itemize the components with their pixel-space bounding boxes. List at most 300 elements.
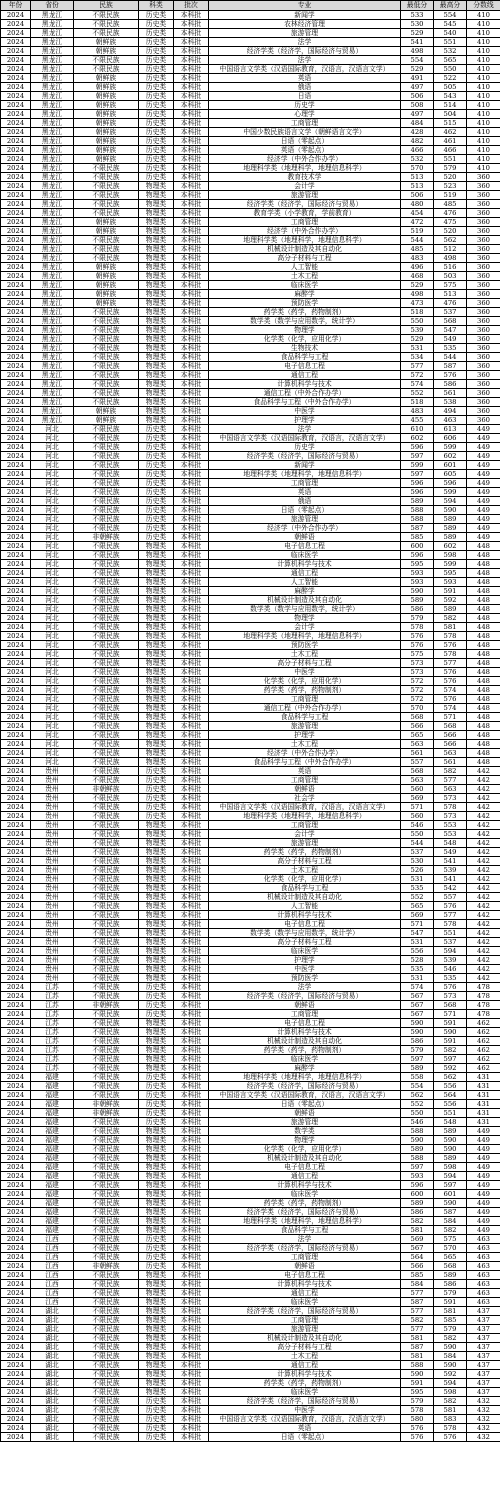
cell-year: 2024 <box>1 776 31 785</box>
header-year: 年份 <box>1 1 31 11</box>
cell-max-score: 466 <box>434 146 467 155</box>
cell-min-score: 531 <box>401 938 434 947</box>
cell-subject-type: 历史类 <box>139 1235 174 1244</box>
cell-min-score: 577 <box>401 1307 434 1316</box>
cell-major: 中国语言文学类（汉语国际教育，汉语言，汉语言文学） <box>209 1415 401 1424</box>
cell-max-score: 571 <box>434 1010 467 1019</box>
table-row <box>1 1271 500 1280</box>
cell-ethnicity: 不限民族 <box>74 1316 139 1325</box>
cell-cutoff: 431 <box>467 1100 500 1109</box>
cell-subject-type: 历史类 <box>139 1253 174 1262</box>
cell-province: 湖北 <box>31 1388 74 1397</box>
cell-province: 黑龙江 <box>31 119 74 128</box>
cell-max-score: 541 <box>434 875 467 884</box>
cell-ethnicity: 不限民族 <box>74 821 139 830</box>
cell-batch: 本科批 <box>174 1181 209 1190</box>
table-row <box>1 1325 500 1334</box>
cell-subject-type: 物理类 <box>139 758 174 767</box>
cell-min-score: 590 <box>401 1370 434 1379</box>
cell-major: 高分子材料与工程 <box>209 938 401 947</box>
cell-ethnicity: 不限民族 <box>74 470 139 479</box>
cell-subject-type: 物理类 <box>139 200 174 209</box>
cell-year: 2024 <box>1 371 31 380</box>
cell-subject-type: 物理类 <box>139 1289 174 1298</box>
cell-year: 2024 <box>1 1334 31 1343</box>
cell-batch: 本科批 <box>174 677 209 686</box>
cell-year: 2024 <box>1 668 31 677</box>
cell-batch: 本科批 <box>174 110 209 119</box>
cell-year: 2024 <box>1 785 31 794</box>
table-row <box>1 695 500 704</box>
cell-batch: 本科批 <box>174 416 209 425</box>
cell-year: 2024 <box>1 1226 31 1235</box>
cell-max-score: 589 <box>434 524 467 533</box>
cell-cutoff: 448 <box>467 713 500 722</box>
cell-cutoff: 442 <box>467 938 500 947</box>
cell-major: 日语 <box>209 92 401 101</box>
table-row <box>1 1370 500 1379</box>
table-row <box>1 1307 500 1316</box>
cell-batch: 本科批 <box>174 1100 209 1109</box>
cell-cutoff: 449 <box>467 533 500 542</box>
cell-province: 贵州 <box>31 875 74 884</box>
cell-major: 食品科学与工程 <box>209 353 401 362</box>
cell-max-score: 553 <box>434 821 467 830</box>
cell-year: 2024 <box>1 830 31 839</box>
cell-province: 河北 <box>31 632 74 641</box>
cell-max-score: 582 <box>434 1397 467 1406</box>
cell-ethnicity: 朝鲜族 <box>74 83 139 92</box>
cell-cutoff: 442 <box>467 947 500 956</box>
cell-year: 2024 <box>1 920 31 929</box>
cell-cutoff: 360 <box>467 389 500 398</box>
cell-cutoff: 463 <box>467 1235 500 1244</box>
cell-year: 2024 <box>1 1136 31 1145</box>
cell-batch: 本科批 <box>174 407 209 416</box>
cell-subject-type: 物理类 <box>139 1280 174 1289</box>
cell-batch: 本科批 <box>174 1379 209 1388</box>
cell-ethnicity: 不限民族 <box>74 929 139 938</box>
cell-batch: 本科批 <box>174 1064 209 1073</box>
cell-max-score: 539 <box>434 956 467 965</box>
cell-major: 英语 <box>209 1424 401 1433</box>
cell-ethnicity: 不限民族 <box>74 1064 139 1073</box>
cell-batch: 本科批 <box>174 1316 209 1325</box>
cell-province: 江西 <box>31 1235 74 1244</box>
cell-ethnicity: 不限民族 <box>74 380 139 389</box>
cell-batch: 本科批 <box>174 1397 209 1406</box>
cell-year: 2024 <box>1 893 31 902</box>
cell-year: 2024 <box>1 992 31 1001</box>
cell-province: 江西 <box>31 1262 74 1271</box>
cell-ethnicity: 不限民族 <box>74 956 139 965</box>
cell-subject-type: 物理类 <box>139 911 174 920</box>
cell-subject-type: 物理类 <box>139 191 174 200</box>
cell-max-score: 553 <box>434 830 467 839</box>
cell-max-score: 613 <box>434 425 467 434</box>
cell-max-score: 535 <box>434 974 467 983</box>
cell-batch: 本科批 <box>174 578 209 587</box>
cell-cutoff: 360 <box>467 335 500 344</box>
cell-ethnicity: 不限民族 <box>74 1145 139 1154</box>
cell-province: 江西 <box>31 1244 74 1253</box>
cell-province: 黑龙江 <box>31 416 74 425</box>
cell-batch: 本科批 <box>174 1298 209 1307</box>
cell-cutoff: 442 <box>467 794 500 803</box>
cell-major: 地理科学类（地理科学，地理信息科学） <box>209 632 401 641</box>
cell-province: 河北 <box>31 560 74 569</box>
cell-max-score: 590 <box>434 1343 467 1352</box>
cell-cutoff: 410 <box>467 29 500 38</box>
cell-ethnicity: 不限民族 <box>74 1379 139 1388</box>
cell-subject-type: 历史类 <box>139 533 174 542</box>
cell-max-score: 575 <box>434 1235 467 1244</box>
cell-min-score: 588 <box>401 1127 434 1136</box>
cell-year: 2024 <box>1 1028 31 1037</box>
cell-cutoff: 463 <box>467 1289 500 1298</box>
cell-ethnicity: 不限民族 <box>74 830 139 839</box>
cell-min-score: 531 <box>401 344 434 353</box>
cell-max-score: 515 <box>434 119 467 128</box>
cell-ethnicity: 不限民族 <box>74 1424 139 1433</box>
cell-min-score: 565 <box>401 731 434 740</box>
cell-major: 经济学类（经济学，国际经济与贸易） <box>209 1397 401 1406</box>
cell-batch: 本科批 <box>174 1244 209 1253</box>
cell-ethnicity: 朝鲜族 <box>74 416 139 425</box>
cell-year: 2024 <box>1 1289 31 1298</box>
cell-max-score: 543 <box>434 92 467 101</box>
cell-major: 工商管理 <box>209 695 401 704</box>
cell-year: 2024 <box>1 1433 31 1442</box>
cell-max-score: 547 <box>434 326 467 335</box>
table-row <box>1 596 500 605</box>
cell-max-score: 561 <box>434 389 467 398</box>
cell-year: 2024 <box>1 1091 31 1100</box>
cell-year: 2024 <box>1 299 31 308</box>
cell-max-score: 549 <box>434 335 467 344</box>
cell-max-score: 576 <box>434 641 467 650</box>
cell-batch: 本科批 <box>174 1406 209 1415</box>
cell-cutoff: 449 <box>467 443 500 452</box>
cell-min-score: 570 <box>401 164 434 173</box>
cell-min-score: 595 <box>401 560 434 569</box>
cell-batch: 本科批 <box>174 749 209 758</box>
cell-max-score: 579 <box>434 1325 467 1334</box>
cell-province: 河北 <box>31 695 74 704</box>
cell-batch: 本科批 <box>174 722 209 731</box>
cell-major: 机械设计制造及其自动化 <box>209 596 401 605</box>
cell-cutoff: 463 <box>467 1280 500 1289</box>
cell-major: 药学类（药学，药物制剂） <box>209 1199 401 1208</box>
table-row <box>1 137 500 146</box>
cell-min-score: 590 <box>401 1136 434 1145</box>
cell-max-score: 568 <box>434 1262 467 1271</box>
cell-batch: 本科批 <box>174 668 209 677</box>
cell-subject-type: 物理类 <box>139 569 174 578</box>
cell-subject-type: 物理类 <box>139 1064 174 1073</box>
table-row <box>1 623 500 632</box>
cell-min-score: 498 <box>401 47 434 56</box>
cell-ethnicity: 朝鲜族 <box>74 290 139 299</box>
cell-subject-type: 物理类 <box>139 236 174 245</box>
table-row <box>1 1226 500 1235</box>
cell-batch: 本科批 <box>174 20 209 29</box>
cell-cutoff: 449 <box>467 1154 500 1163</box>
cell-min-score: 544 <box>401 839 434 848</box>
cell-batch: 本科批 <box>174 1154 209 1163</box>
cell-batch: 本科批 <box>174 902 209 911</box>
cell-max-score: 578 <box>434 632 467 641</box>
cell-min-score: 533 <box>401 11 434 20</box>
cell-year: 2024 <box>1 20 31 29</box>
cell-cutoff: 462 <box>467 1064 500 1073</box>
cell-subject-type: 物理类 <box>139 263 174 272</box>
cell-major: 计算机科学与技术 <box>209 380 401 389</box>
cell-year: 2024 <box>1 1001 31 1010</box>
cell-ethnicity: 朝鲜族 <box>74 119 139 128</box>
table-row <box>1 1343 500 1352</box>
cell-cutoff: 442 <box>467 956 500 965</box>
cell-subject-type: 历史类 <box>139 155 174 164</box>
cell-cutoff: 449 <box>467 1199 500 1208</box>
table-row <box>1 758 500 767</box>
table-row <box>1 1406 500 1415</box>
cell-min-score: 519 <box>401 227 434 236</box>
cell-ethnicity: 不限民族 <box>74 1370 139 1379</box>
cell-min-score: 513 <box>401 173 434 182</box>
cell-cutoff: 448 <box>467 596 500 605</box>
cell-subject-type: 物理类 <box>139 659 174 668</box>
cell-province: 福建 <box>31 1172 74 1181</box>
cell-batch: 本科批 <box>174 155 209 164</box>
table-row <box>1 722 500 731</box>
cell-batch: 本科批 <box>174 200 209 209</box>
cell-batch: 本科批 <box>174 929 209 938</box>
cell-major: 经济学类（经济学，国际经济与贸易） <box>209 992 401 1001</box>
cell-cutoff: 360 <box>467 344 500 353</box>
cell-min-score: 587 <box>401 524 434 533</box>
cell-ethnicity: 不限民族 <box>74 911 139 920</box>
cell-year: 2024 <box>1 515 31 524</box>
cell-cutoff: 449 <box>467 506 500 515</box>
cell-subject-type: 物理类 <box>139 875 174 884</box>
cell-cutoff: 410 <box>467 83 500 92</box>
cell-cutoff: 432 <box>467 1433 500 1442</box>
cell-min-score: 567 <box>401 1244 434 1253</box>
cell-province: 黑龙江 <box>31 299 74 308</box>
cell-max-score: 594 <box>434 947 467 956</box>
cell-min-score: 570 <box>401 704 434 713</box>
cell-subject-type: 物理类 <box>139 560 174 569</box>
table-row <box>1 1172 500 1181</box>
table-row <box>1 119 500 128</box>
cell-max-score: 551 <box>434 38 467 47</box>
cell-province: 黑龙江 <box>31 362 74 371</box>
cell-major: 药学类（药学，药物制剂） <box>209 1379 401 1388</box>
cell-min-score: 572 <box>401 371 434 380</box>
cell-major: 经济学类（经济学，国际经济与贸易） <box>209 1244 401 1253</box>
cell-year: 2024 <box>1 218 31 227</box>
cell-subject-type: 历史类 <box>139 47 174 56</box>
cell-batch: 本科批 <box>174 1280 209 1289</box>
cell-subject-type: 物理类 <box>139 578 174 587</box>
cell-major: 麻醉学 <box>209 290 401 299</box>
cell-batch: 本科批 <box>174 614 209 623</box>
cell-subject-type: 历史类 <box>139 1424 174 1433</box>
cell-province: 福建 <box>31 1217 74 1226</box>
cell-subject-type: 物理类 <box>139 218 174 227</box>
cell-subject-type: 历史类 <box>139 92 174 101</box>
cell-cutoff: 442 <box>467 893 500 902</box>
cell-cutoff: 442 <box>467 884 500 893</box>
cell-subject-type: 物理类 <box>139 848 174 857</box>
cell-major: 电子信息工程 <box>209 542 401 551</box>
cell-subject-type: 物理类 <box>139 1046 174 1055</box>
cell-subject-type: 物理类 <box>139 398 174 407</box>
cell-major: 朝鲜语 <box>209 785 401 794</box>
header-ethnicity: 民族 <box>74 1 139 11</box>
cell-min-score: 587 <box>401 1343 434 1352</box>
cell-min-score: 593 <box>401 1172 434 1181</box>
cell-min-score: 541 <box>401 38 434 47</box>
cell-province: 贵州 <box>31 947 74 956</box>
cell-max-score: 565 <box>434 56 467 65</box>
cell-cutoff: 449 <box>467 1145 500 1154</box>
cell-major: 新闻学 <box>209 11 401 20</box>
cell-min-score: 567 <box>401 992 434 1001</box>
cell-ethnicity: 不限民族 <box>74 1343 139 1352</box>
cell-subject-type: 物理类 <box>139 587 174 596</box>
cell-min-score: 573 <box>401 668 434 677</box>
cell-province: 湖北 <box>31 1352 74 1361</box>
cell-cutoff: 360 <box>467 317 500 326</box>
cell-batch: 本科批 <box>174 38 209 47</box>
cell-ethnicity: 不限民族 <box>74 686 139 695</box>
table-row <box>1 902 500 911</box>
cell-subject-type: 历史类 <box>139 1082 174 1091</box>
cell-subject-type: 物理类 <box>139 1370 174 1379</box>
cell-province: 福建 <box>31 1226 74 1235</box>
cell-ethnicity: 朝鲜族 <box>74 137 139 146</box>
cell-min-score: 483 <box>401 254 434 263</box>
cell-cutoff: 360 <box>467 218 500 227</box>
cell-min-score: 588 <box>401 515 434 524</box>
cell-max-score: 573 <box>434 992 467 1001</box>
cell-ethnicity: 不限民族 <box>74 974 139 983</box>
cell-ethnicity: 不限民族 <box>74 1136 139 1145</box>
cell-ethnicity: 不限民族 <box>74 875 139 884</box>
cell-province: 黑龙江 <box>31 173 74 182</box>
cell-cutoff: 360 <box>467 209 500 218</box>
cell-min-score: 569 <box>401 1235 434 1244</box>
cell-year: 2024 <box>1 209 31 218</box>
cell-year: 2024 <box>1 569 31 578</box>
cell-min-score: 535 <box>401 965 434 974</box>
cell-province: 河北 <box>31 758 74 767</box>
cell-province: 黑龙江 <box>31 371 74 380</box>
cell-year: 2024 <box>1 857 31 866</box>
cell-cutoff: 442 <box>467 974 500 983</box>
cell-subject-type: 历史类 <box>139 56 174 65</box>
table-row <box>1 893 500 902</box>
cell-min-score: 491 <box>401 74 434 83</box>
table-row <box>1 20 500 29</box>
cell-year: 2024 <box>1 641 31 650</box>
table-row <box>1 200 500 209</box>
cell-max-score: 535 <box>434 344 467 353</box>
cell-subject-type: 物理类 <box>139 938 174 947</box>
cell-major: 高分子材料与工程 <box>209 1343 401 1352</box>
cell-cutoff: 448 <box>467 668 500 677</box>
cell-min-score: 569 <box>401 794 434 803</box>
cell-max-score: 581 <box>434 1406 467 1415</box>
cell-min-score: 568 <box>401 767 434 776</box>
table-row <box>1 1388 500 1397</box>
cell-year: 2024 <box>1 398 31 407</box>
cell-major: 法学 <box>209 38 401 47</box>
cell-cutoff: 448 <box>467 731 500 740</box>
table-row <box>1 1154 500 1163</box>
cell-batch: 本科批 <box>174 1109 209 1118</box>
cell-ethnicity: 不限民族 <box>74 857 139 866</box>
cell-subject-type: 物理类 <box>139 713 174 722</box>
cell-year: 2024 <box>1 758 31 767</box>
cell-max-score: 581 <box>434 1307 467 1316</box>
table-row <box>1 965 500 974</box>
cell-subject-type: 历史类 <box>139 1073 174 1082</box>
cell-max-score: 591 <box>434 1037 467 1046</box>
cell-subject-type: 历史类 <box>139 101 174 110</box>
cell-cutoff: 360 <box>467 353 500 362</box>
cell-min-score: 534 <box>401 353 434 362</box>
cell-year: 2024 <box>1 1379 31 1388</box>
table-row <box>1 470 500 479</box>
cell-max-score: 544 <box>434 353 467 362</box>
cell-subject-type: 历史类 <box>139 443 174 452</box>
cell-max-score: 476 <box>434 299 467 308</box>
cell-min-score: 567 <box>401 1001 434 1010</box>
table-row <box>1 587 500 596</box>
cell-province: 江西 <box>31 1253 74 1262</box>
cell-min-score: 599 <box>401 461 434 470</box>
cell-province: 黑龙江 <box>31 407 74 416</box>
cell-year: 2024 <box>1 380 31 389</box>
cell-major: 日语（零起点） <box>209 1433 401 1442</box>
cell-year: 2024 <box>1 38 31 47</box>
cell-cutoff: 448 <box>467 695 500 704</box>
cell-max-score: 576 <box>434 902 467 911</box>
cell-subject-type: 历史类 <box>139 461 174 470</box>
cell-ethnicity: 不限民族 <box>74 524 139 533</box>
cell-major: 机械设计制造及其自动化 <box>209 1037 401 1046</box>
cell-ethnicity: 不限民族 <box>74 632 139 641</box>
cell-province: 江苏 <box>31 1064 74 1073</box>
cell-min-score: 558 <box>401 1073 434 1082</box>
cell-min-score: 483 <box>401 407 434 416</box>
cell-subject-type: 物理类 <box>139 344 174 353</box>
cell-major: 药学类（药学，药物制剂） <box>209 308 401 317</box>
cell-subject-type: 历史类 <box>139 803 174 812</box>
cell-max-score: 582 <box>434 614 467 623</box>
cell-max-score: 551 <box>434 155 467 164</box>
cell-min-score: 579 <box>401 1046 434 1055</box>
cell-max-score: 589 <box>434 1127 467 1136</box>
cell-ethnicity: 不限民族 <box>74 425 139 434</box>
cell-province: 黑龙江 <box>31 200 74 209</box>
cell-ethnicity: 不限民族 <box>74 1289 139 1298</box>
table-row <box>1 1136 500 1145</box>
cell-year: 2024 <box>1 1208 31 1217</box>
